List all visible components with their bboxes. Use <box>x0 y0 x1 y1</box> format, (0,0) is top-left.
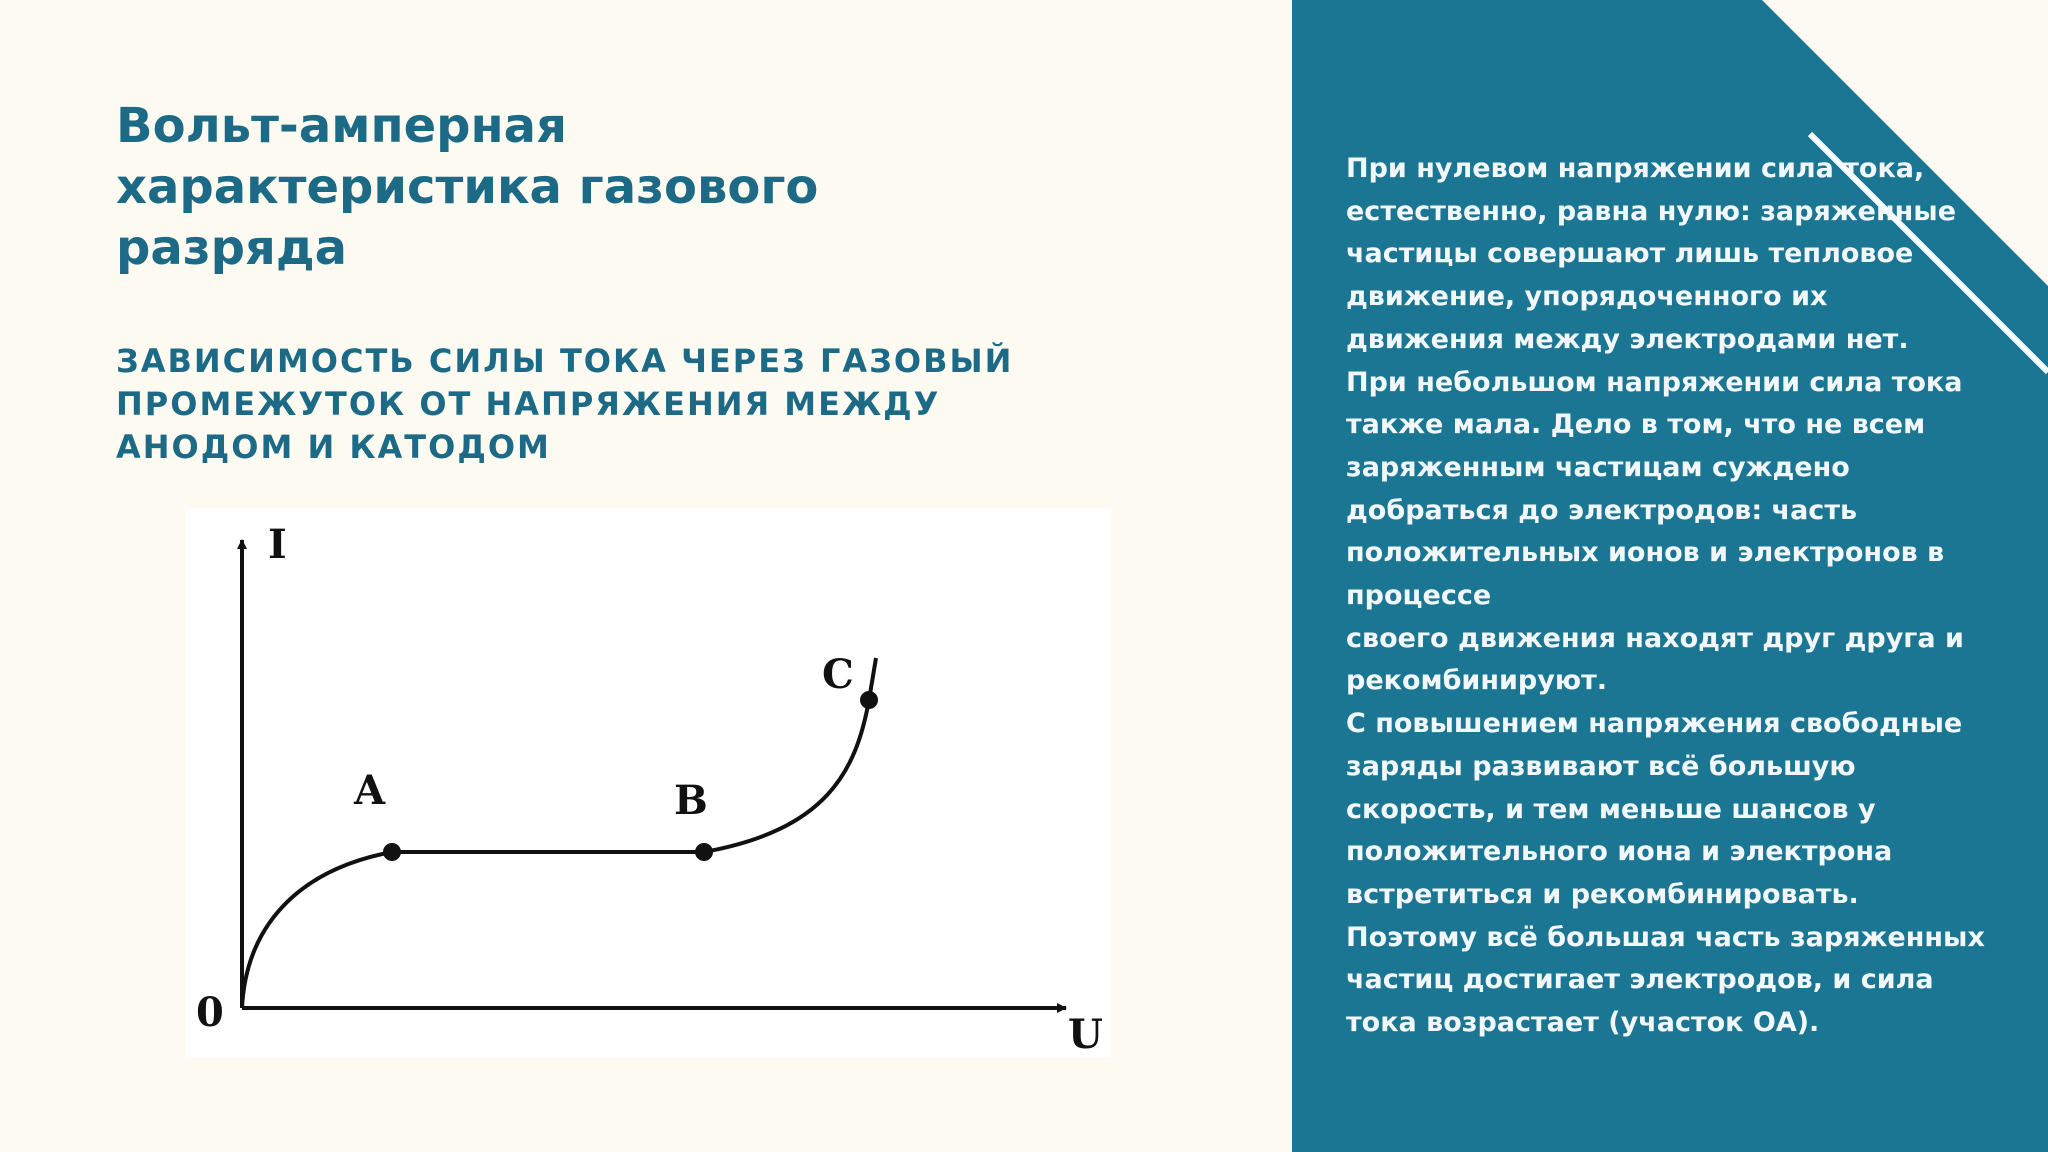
diagram-canvas <box>186 508 1111 1058</box>
point-b-marker <box>695 843 713 861</box>
point-c-marker <box>860 691 878 709</box>
paragraph-zero-voltage: При нулевом напряжении сила тока, естественно, равна нулю: заряженные частицы совершают лишь тепловое движение, упорядоченного их движения между электродами нет. <box>1346 153 1957 355</box>
explanation-text <box>1346 148 1986 1045</box>
point-a-marker <box>383 843 401 861</box>
origin-label: 0 <box>196 989 224 1036</box>
x-axis-label: U <box>1068 1011 1103 1058</box>
iv-curve <box>242 658 876 1008</box>
slide-title: Вольт-амперная характеристика газового разряда <box>116 98 819 276</box>
point-c-label: C <box>822 651 854 698</box>
iv-characteristic-diagram <box>186 508 1111 1058</box>
point-a-label: A <box>354 767 386 814</box>
paragraph-increasing-voltage: С повышением напряжения свободные заряды развивают всё большую скорость, и тем меньше шансов у положительного иона и электрона встретиться и рекомбинировать. Поэтому всё большая часть заряженных частиц достигает электродов, и сила тока возрастает (участок ОА). <box>1346 708 1985 1039</box>
paragraph-recombination: своего движения находят друг друга и рекомбинируют. <box>1346 622 1964 697</box>
y-axis-label: I <box>268 521 287 568</box>
slide-subtitle: ЗАВИСИМОСТЬ СИЛЫ ТОКА ЧЕРЕЗ ГАЗОВЫЙ ПРОМЕЖУТОК ОТ НАПРЯЖЕНИЯ МЕЖДУ АНОДОМ И КАТОДОМ <box>116 342 1014 466</box>
point-b-label: B <box>674 777 708 824</box>
paragraph-small-voltage: При небольшом напряжении сила тока также мала. Дело в том, что не всем заряженным частицам суждено добраться до электродов: часть положительных ионов и электронов в процессе <box>1346 366 1963 612</box>
